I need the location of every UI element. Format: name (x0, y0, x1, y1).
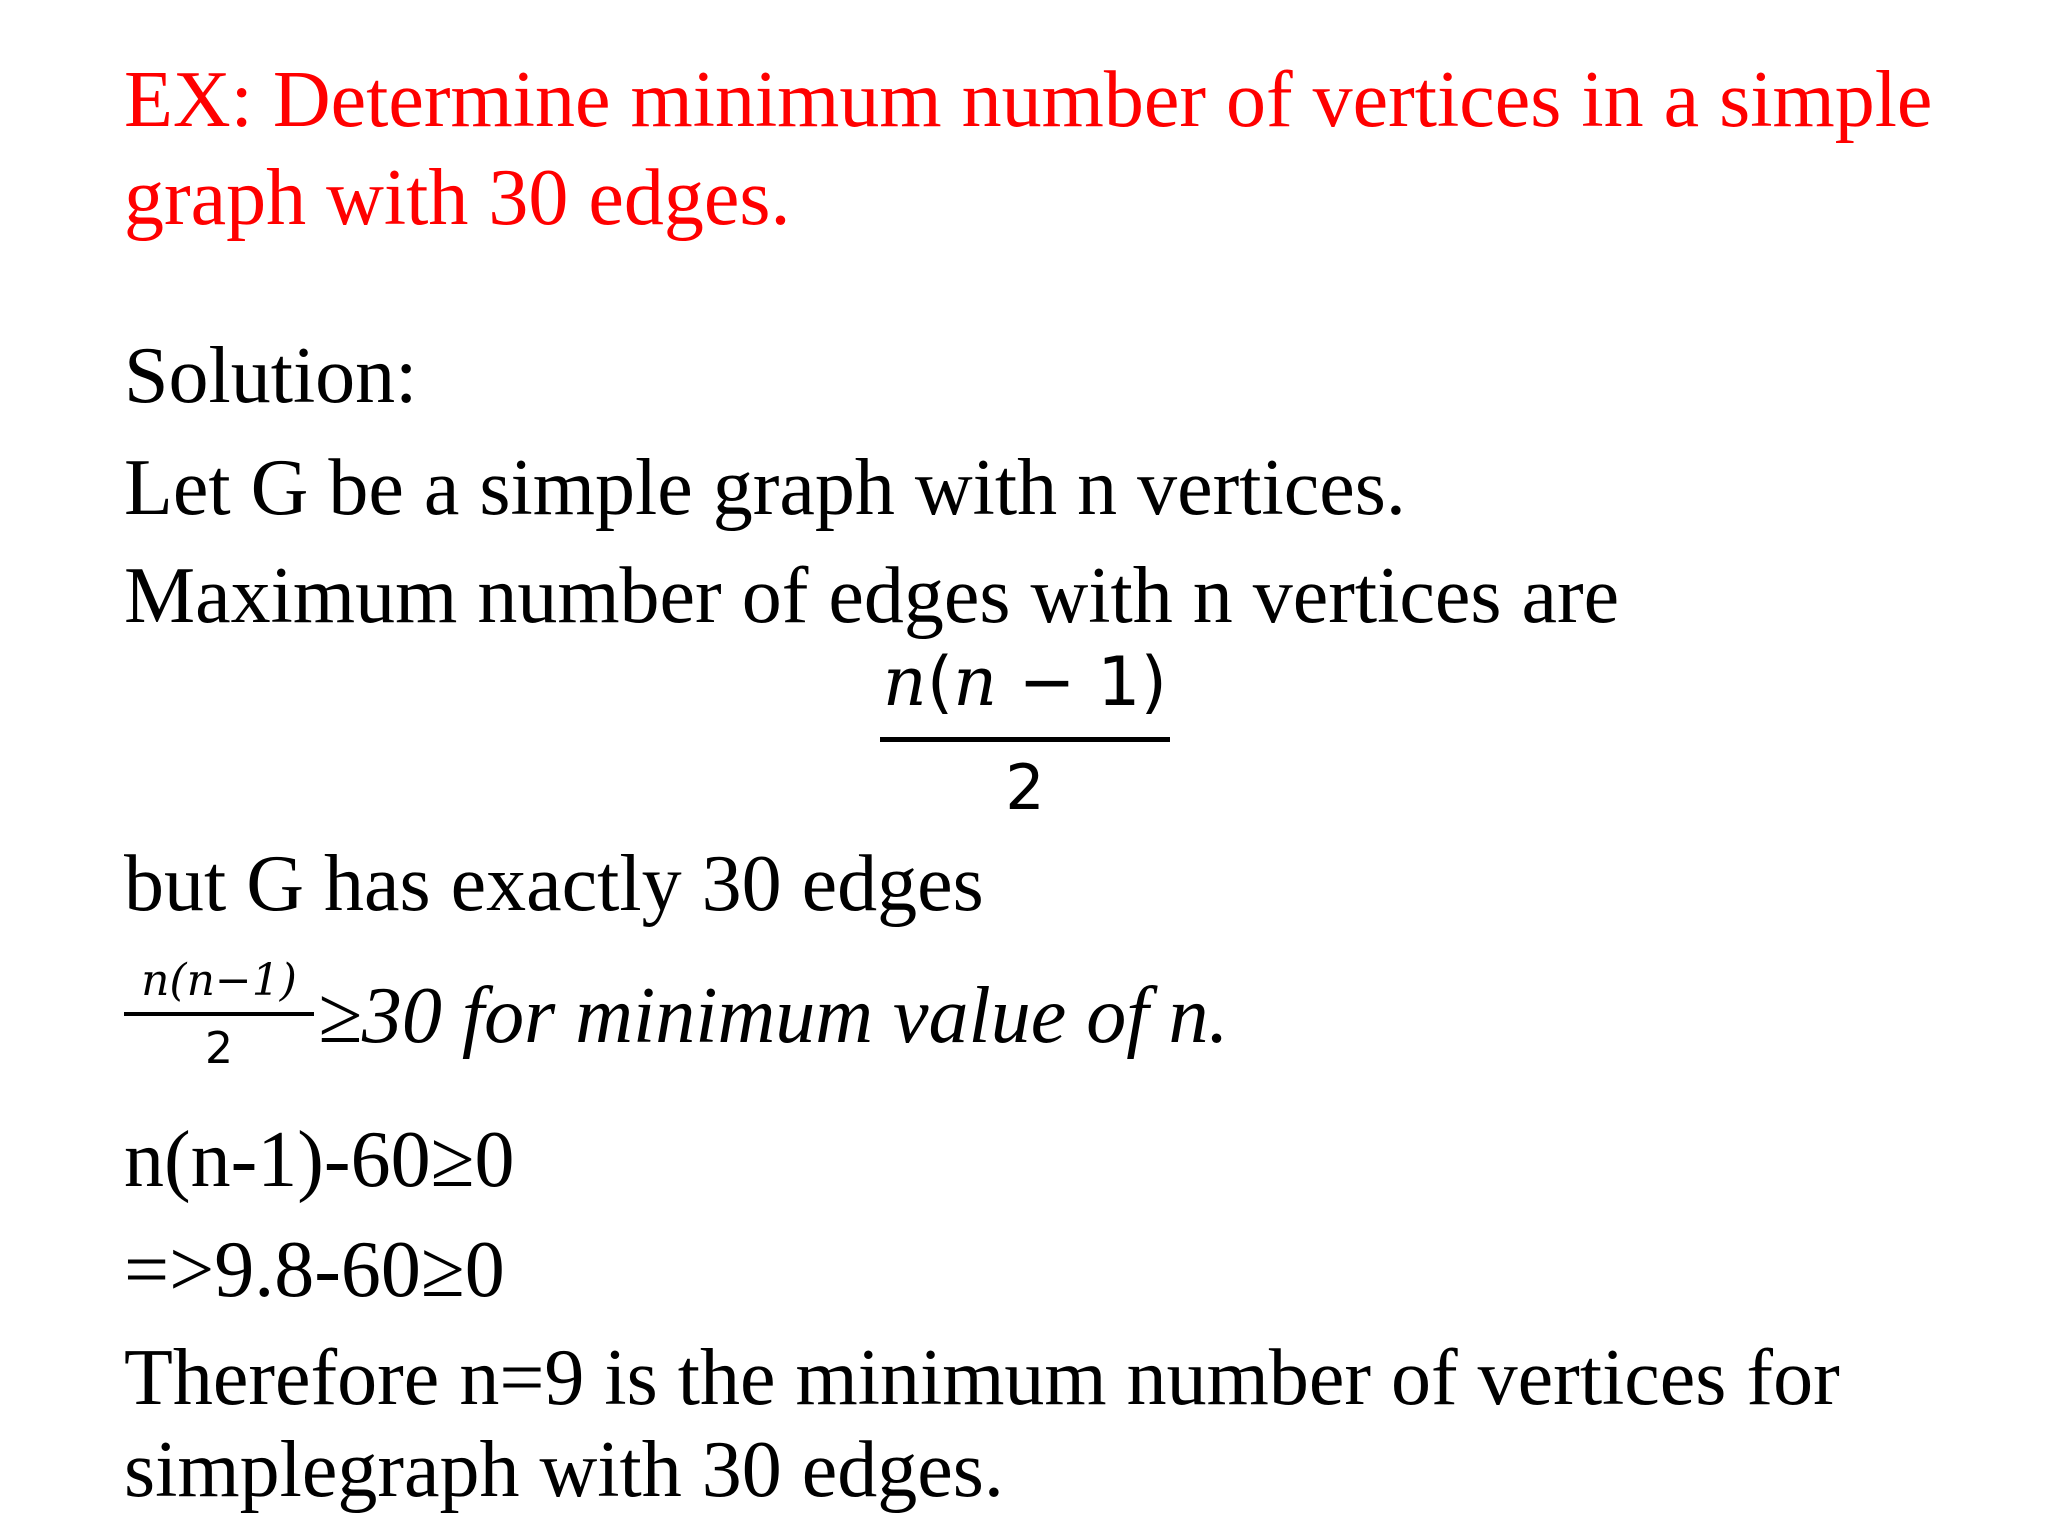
fraction-numerator (880, 642, 1170, 723)
max-edges-fraction (880, 642, 1170, 828)
numerator-one: 1 (1097, 643, 1141, 722)
solution-label: Solution: (124, 332, 418, 420)
numerator-minus: − (997, 643, 1098, 722)
conclusion-line-1: Therefore n=9 is the minimum number of vertices for (124, 1334, 1840, 1422)
line-inequality-2: =>9.8-60≥0 (124, 1226, 505, 1314)
fraction-bar (880, 737, 1170, 742)
small-fraction-numerator: n(n−1) (141, 955, 297, 1006)
fraction-denominator: 2 (1005, 751, 1045, 824)
small-fraction (124, 956, 314, 1074)
small-fraction-denominator: 2 (205, 1023, 233, 1074)
line-maximum-edges: Maximum number of edges with n vertices are (124, 552, 1620, 640)
numerator-open-paren: ( (926, 643, 954, 722)
line-inequality-1: n(n-1)-60≥0 (124, 1116, 515, 1204)
title-line-1: EX: Determine minimum number of vertices in a simple (124, 56, 1933, 144)
title-line-2: graph with 30 edges. (124, 154, 791, 242)
numerator-n-inner: n (953, 643, 998, 722)
small-fraction-bar (124, 1012, 314, 1016)
conclusion-line-2: simplegraph with 30 edges. (124, 1426, 1004, 1514)
line-let-g: Let G be a simple graph with n vertices. (124, 444, 1406, 532)
inequality-statement: ≥30 for minimum value of n. (318, 972, 1229, 1060)
line-exactly-30-edges: but G has exactly 30 edges (124, 840, 984, 928)
numerator-close-paren: ) (1140, 643, 1168, 722)
numerator-n: n (882, 643, 927, 722)
